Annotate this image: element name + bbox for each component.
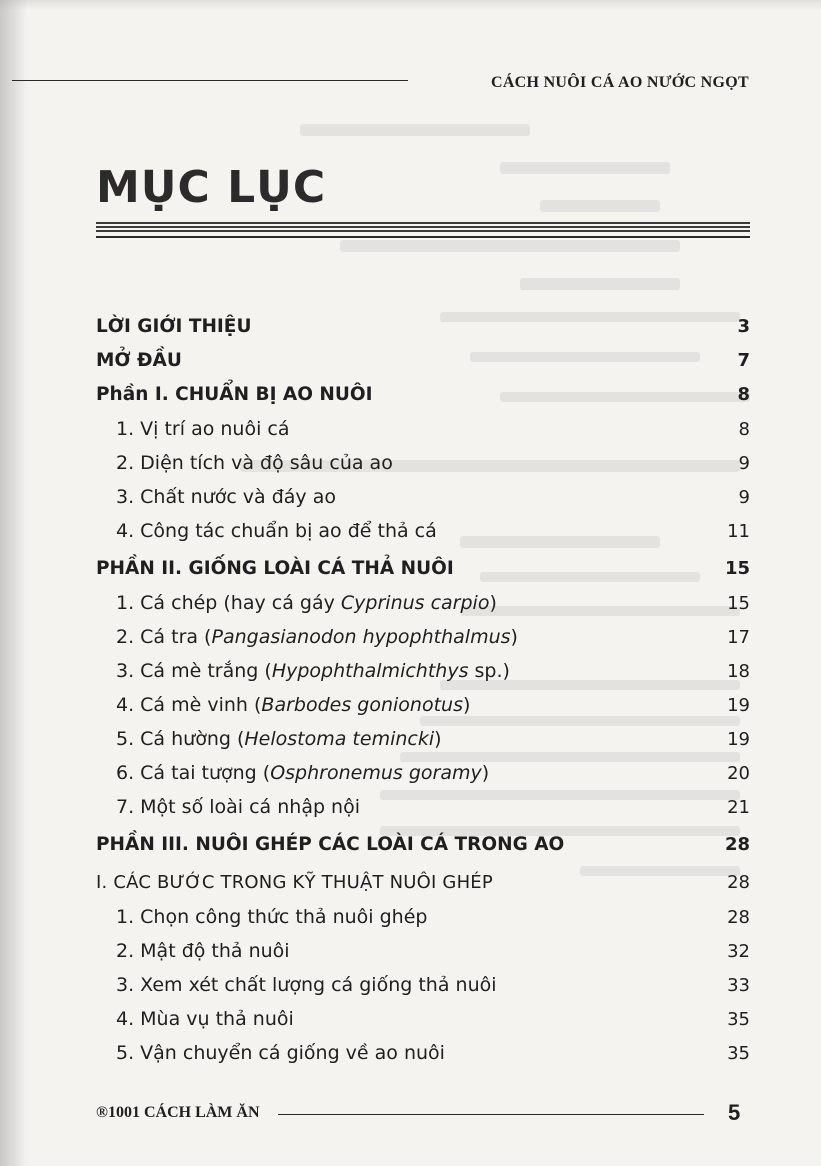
toc-entry[interactable]	[96, 656, 750, 686]
toc-entry[interactable]	[96, 414, 750, 444]
toc-entry-page: 19	[727, 695, 750, 716]
toc-entry-label: Phần I. CHUẨN BỊ AO NUÔI	[96, 384, 373, 405]
toc-entry-label: 1. Chọn công thức thả nuôi ghép	[116, 906, 428, 928]
toc-entry[interactable]	[96, 622, 750, 652]
toc-entry-label: I. CÁC BƯỚC TRONG KỸ THUẬT NUÔI GHÉP	[96, 872, 493, 893]
toc-entry-page: 33	[727, 975, 750, 996]
title-underline	[96, 222, 750, 234]
toc-entry-label: 6. Cá tai tượng (Osphronemus goramy)	[116, 762, 490, 784]
toc-entry[interactable]	[96, 724, 750, 754]
toc-entry-label: 7. Một số loài cá nhập nội	[116, 796, 361, 818]
toc-entry[interactable]	[96, 312, 750, 342]
toc-entry-page: 21	[727, 797, 750, 818]
toc-entry-page: 32	[727, 941, 750, 962]
toc-entry-page: 20	[727, 763, 750, 784]
toc-entry-label: MỞ ĐẦU	[96, 350, 182, 371]
toc-entry[interactable]	[96, 792, 750, 822]
toc-entry[interactable]	[96, 448, 750, 478]
toc-entry[interactable]	[96, 554, 750, 584]
toc-entry-label: 3. Chất nước và đáy ao	[116, 486, 336, 508]
toc-entry[interactable]	[96, 380, 750, 410]
header-rule	[12, 80, 408, 81]
toc-entry-page: 28	[724, 834, 750, 855]
toc-entry[interactable]	[96, 482, 750, 512]
toc-entry-page: 28	[727, 872, 750, 893]
toc-entry-label: 4. Cá mè vinh (Barbodes gonionotus)	[116, 694, 471, 716]
toc-entry[interactable]	[96, 1038, 750, 1068]
toc-entry-page: 7	[737, 350, 750, 371]
toc-entry-label: PHẦN II. GIỐNG LOÀI CÁ THẢ NUÔI	[96, 558, 454, 579]
scientific-name: Osphronemus goramy	[270, 762, 482, 784]
toc-entry-label: PHẦN III. NUÔI GHÉP CÁC LOÀI CÁ TRONG AO	[96, 834, 565, 855]
page-top-shadow	[0, 0, 821, 10]
scientific-name: Barbodes gonionotus	[261, 694, 463, 716]
scientific-name: Pangasianodon hypophthalmus	[211, 626, 511, 648]
toc-entry-page: 9	[738, 453, 750, 474]
toc-entry-label: 2. Mật độ thả nuôi	[116, 940, 290, 962]
toc-entry-label: 4. Mùa vụ thả nuôi	[116, 1008, 294, 1030]
toc-entry[interactable]	[96, 830, 750, 860]
scientific-name: Cyprinus carpio	[340, 592, 490, 614]
footer-rule	[278, 1114, 704, 1115]
toc-entry[interactable]	[96, 758, 750, 788]
toc-entry[interactable]	[96, 1004, 750, 1034]
toc-entry-label: 1. Cá chép (hay cá gáy Cyprinus carpio)	[116, 592, 497, 614]
toc-entry[interactable]	[96, 588, 750, 618]
toc-entry-label: 2. Diện tích và độ sâu của ao	[116, 452, 393, 474]
toc-entry-page: 11	[727, 521, 750, 542]
toc-entry-page: 9	[738, 487, 750, 508]
title-underline-base	[96, 236, 750, 238]
toc-entry[interactable]	[96, 690, 750, 720]
toc-entry-label: 5. Vận chuyển cá giống về ao nuôi	[116, 1042, 445, 1064]
toc-entry-page: 35	[727, 1043, 750, 1064]
toc-entry[interactable]	[96, 516, 750, 546]
toc-entry-label: 4. Công tác chuẩn bị ao để thả cá	[116, 520, 437, 542]
page-gutter-shadow	[0, 0, 28, 1166]
toc-entry-page: 3	[737, 316, 750, 337]
toc-entry-page: 35	[727, 1009, 750, 1030]
toc-entry-page: 15	[724, 558, 750, 579]
toc-entry[interactable]	[96, 936, 750, 966]
page-title: MỤC LỤC	[96, 162, 327, 213]
toc-entry-page: 8	[738, 419, 750, 440]
toc-entry-label: 3. Cá mè trắng (Hypophthalmichthys sp.)	[116, 660, 510, 682]
scientific-name: Hypophthalmichthys	[271, 660, 469, 682]
toc-entry-page: 18	[727, 661, 750, 682]
scientific-name: Helostoma temincki	[244, 728, 435, 750]
toc-entry-page: 15	[727, 593, 750, 614]
toc-entry[interactable]	[96, 346, 750, 376]
toc-entry-label: 5. Cá hường (Helostoma temincki)	[116, 728, 442, 750]
toc-entry[interactable]	[96, 868, 750, 898]
toc-entry[interactable]	[96, 902, 750, 932]
toc-entry-page: 17	[727, 627, 750, 648]
toc-entry-label: LỜI GIỚI THIỆU	[96, 316, 252, 337]
toc-entry-label: 1. Vị trí ao nuôi cá	[116, 418, 290, 440]
toc-entry-page: 8	[737, 384, 750, 405]
toc-entry-page: 28	[727, 907, 750, 928]
toc-entry[interactable]	[96, 970, 750, 1000]
table-of-contents	[96, 312, 750, 1068]
toc-entry-page: 19	[727, 729, 750, 750]
page-number: 5	[728, 1100, 741, 1125]
running-head: CÁCH NUÔI CÁ AO NƯỚC NGỌT	[490, 74, 749, 91]
series-name: ®1001 CÁCH LÀM ĂN	[96, 1104, 260, 1121]
toc-entry-label: 2. Cá tra (Pangasianodon hypophthalmus)	[116, 626, 518, 648]
toc-entry-label: 3. Xem xét chất lượng cá giống thả nuôi	[116, 974, 497, 996]
